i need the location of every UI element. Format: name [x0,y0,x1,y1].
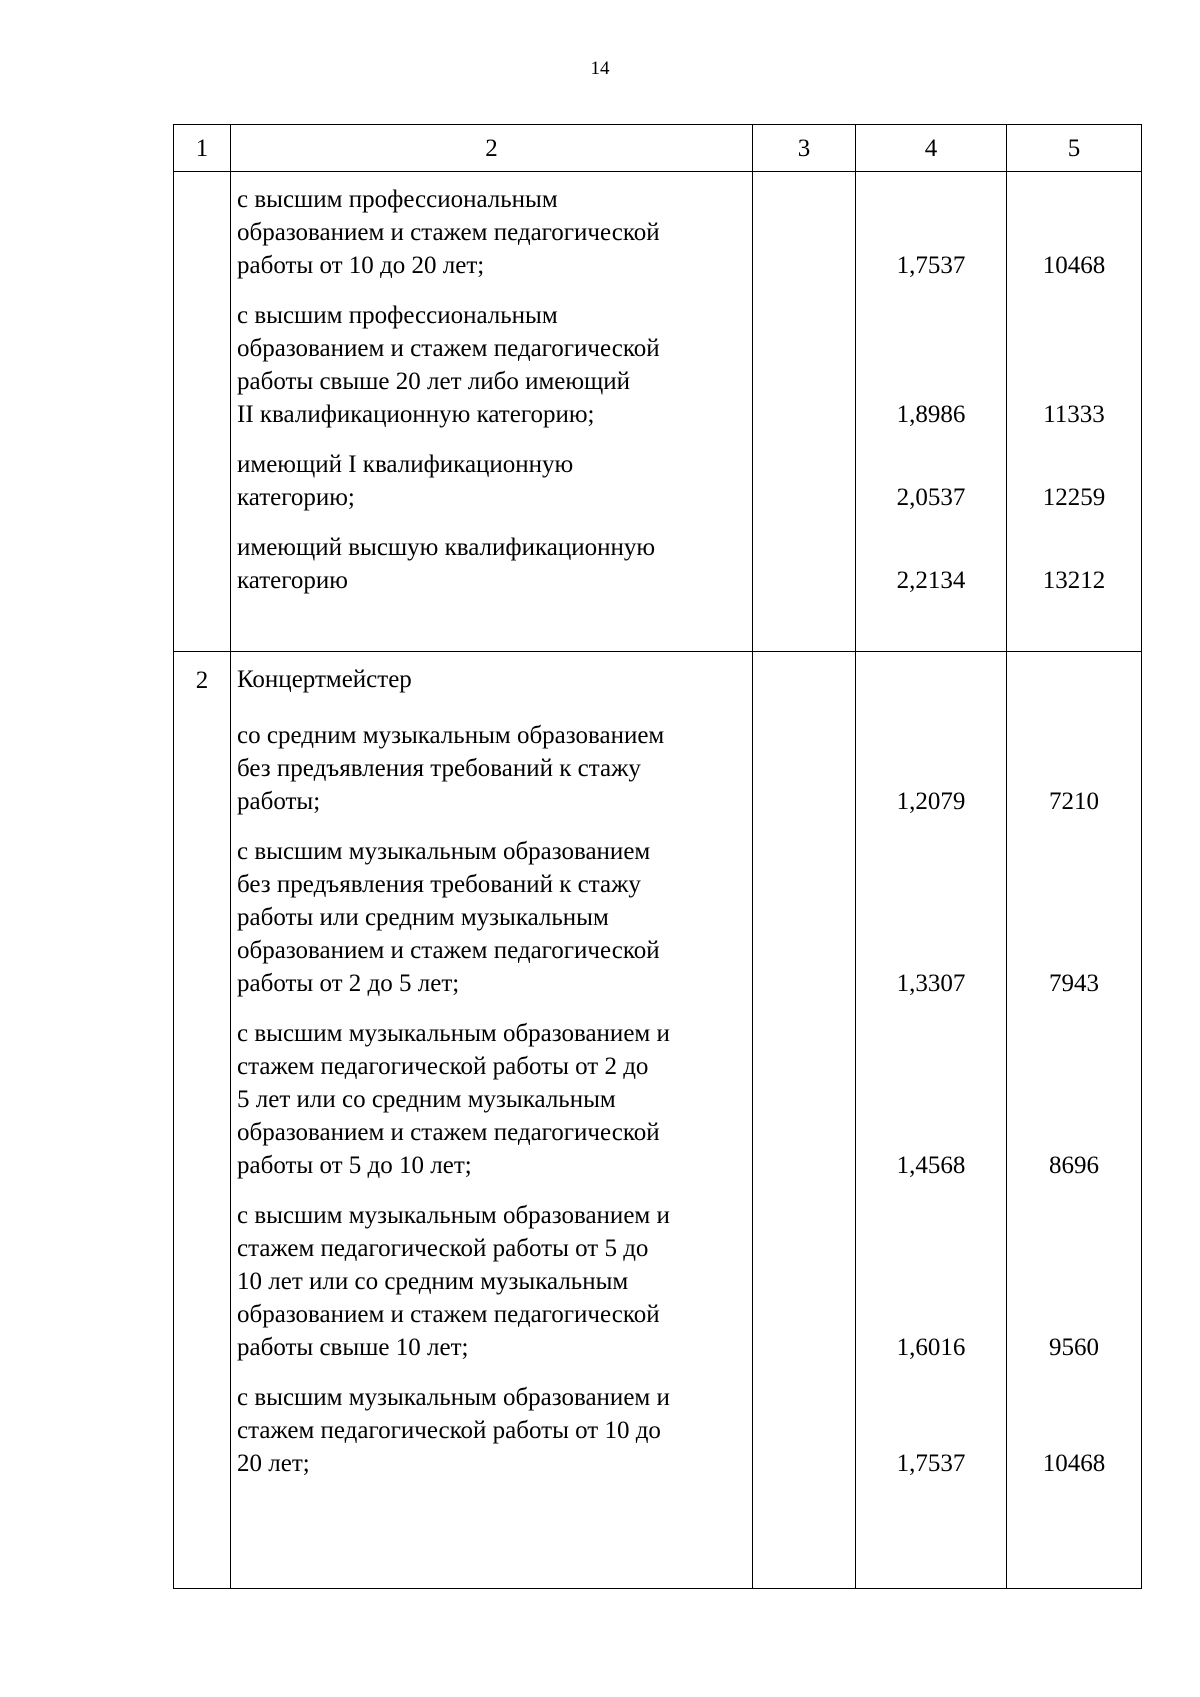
coefficient-entry [856,835,1006,1000]
salary-entry [1007,835,1141,1000]
description-line: 20 лет; [237,1450,310,1477]
description-line: работы свыше 20 лет либо имеющий [237,368,631,395]
salary-entry [1007,299,1141,431]
page-number: 14 [590,58,610,79]
salary-entry [1007,1381,1141,1480]
section-title-spacer [1007,663,1141,719]
column-3-entry [753,1017,855,1182]
column-3-entry [753,835,855,1000]
description-line: образованием и стажем педагогической [237,1301,660,1328]
section-number-cell: 2 [174,652,231,1589]
salary-entry [1007,719,1141,818]
description-line: образованием и стажем педагогической [237,937,660,964]
description-line: с высшим музыкальным образованием и [237,1202,670,1229]
salary-cell [1007,172,1142,652]
description-line: стажем педагогической работы от 2 до [237,1053,649,1080]
coefficient-entry [856,1199,1006,1364]
column-3-stack [753,172,855,597]
column-3-entry [753,183,855,282]
salary-entry [1007,183,1141,282]
coefficient-entry [856,183,1006,282]
description-line: категорию; [237,484,355,511]
description-line: работы; [237,788,321,815]
description-line: 5 лет или со средним музыкальным [237,1086,616,1113]
coefficient-value: 2,2134 [896,567,966,594]
coefficient-value: 1,7537 [896,252,966,279]
description-line: работы или средним музыкальным [237,904,609,931]
description-cell [231,652,753,1589]
description-entry [231,835,752,1000]
coefficient-value: 1,8986 [896,401,966,428]
column-3-entry [753,448,855,514]
header-cell-2: 2 [231,125,753,172]
description-line: работы от 2 до 5 лет; [237,970,460,997]
salary-stack [1007,172,1141,597]
column-3-stack [753,652,855,1480]
coefficient-value: 2,0537 [896,484,966,511]
salary-entry [1007,1017,1141,1182]
coefficient-value: 1,2079 [896,788,966,815]
description-entry [231,1381,752,1480]
description-stack [231,172,752,597]
description-line: без предъявления требований к стажу [237,871,641,898]
description-line: стажем педагогической работы от 5 до [237,1235,649,1262]
salary-cell [1007,652,1142,1589]
coefficient-value: 1,3307 [896,970,966,997]
description-cell [231,172,753,652]
description-line: категорию [237,567,348,594]
description-entry [231,1199,752,1364]
table-row [174,652,1142,1589]
salary-table [173,124,1142,1589]
salary-value: 8696 [1049,1152,1099,1179]
description-line: образованием и стажем педагогической [237,219,660,246]
description-line: работы от 5 до 10 лет; [237,1152,472,1179]
column-3-entry [753,531,855,597]
column-3-entry [753,1381,855,1480]
header-cell-5: 5 [1007,125,1142,172]
column-3-cell [753,652,856,1589]
description-stack [231,652,752,1480]
coefficient-value: 1,7537 [896,1450,966,1477]
coefficient-entry [856,299,1006,431]
description-entry [231,299,752,431]
coefficient-entry [856,448,1006,514]
salary-entry [1007,448,1141,514]
description-entry [231,183,752,282]
description-line: с высшим профессиональным [237,186,558,213]
column-3-entry [753,299,855,431]
salary-entry [1007,531,1141,597]
section-title: Концертмейстер [237,666,412,693]
description-line: работы от 10 до 20 лет; [237,252,485,279]
coefficient-value: 1,6016 [896,1334,966,1361]
column-3-cell [753,172,856,652]
salary-entry [1007,1199,1141,1364]
description-line: образованием и стажем педагогической [237,335,660,362]
description-line: работы свыше 10 лет; [237,1334,469,1361]
header-cell-4: 4 [856,125,1007,172]
coefficient-entry [856,719,1006,818]
coefficient-entry [856,1017,1006,1182]
coefficient-entry [856,531,1006,597]
description-entry [231,531,752,597]
coefficient-cell [856,652,1007,1589]
description-entry [231,1017,752,1182]
description-line: 10 лет или со средним музыкальным [237,1268,629,1295]
coefficient-stack [856,172,1006,597]
salary-value: 13212 [1042,567,1106,594]
description-line: с высшим музыкальным образованием и [237,1384,670,1411]
salary-value: 9560 [1049,1334,1099,1361]
salary-value: 7943 [1049,970,1099,997]
column-3-entry [753,1199,855,1364]
header-cell-1: 1 [174,125,231,172]
salary-value: 12259 [1042,484,1106,511]
description-entry [231,719,752,818]
description-line: имеющий высшую квалификационную [237,534,656,561]
description-line: стажем педагогической работы от 10 до [237,1417,661,1444]
coefficient-value: 1,4568 [896,1152,966,1179]
description-line: без предъявления требований к стажу [237,755,641,782]
header-cell-3: 3 [753,125,856,172]
salary-value: 10468 [1042,1450,1106,1477]
column-3-entry [753,719,855,818]
description-line: образованием и стажем педагогической [237,1119,660,1146]
description-line: со средним музыкальным образованием [237,722,665,749]
coefficient-entry [856,1381,1006,1480]
section-number-cell [174,172,231,652]
description-line: II квалификационную категорию; [237,401,595,428]
coefficient-stack [856,652,1006,1480]
description-line: с высшим музыкальным образованием [237,838,651,865]
header-row [174,125,1142,172]
salary-value: 10468 [1042,252,1106,279]
table-row [174,172,1142,652]
description-line: имеющий I квалификационную [237,451,574,478]
coefficient-cell [856,172,1007,652]
section-title-spacer [753,663,855,719]
section-title-spacer [856,663,1006,719]
description-line: с высшим музыкальным образованием и [237,1020,670,1047]
salary-value: 11333 [1043,401,1105,428]
salary-stack [1007,652,1141,1480]
description-line: с высшим профессиональным [237,302,558,329]
description-entry [231,448,752,514]
salary-value: 7210 [1049,788,1099,815]
